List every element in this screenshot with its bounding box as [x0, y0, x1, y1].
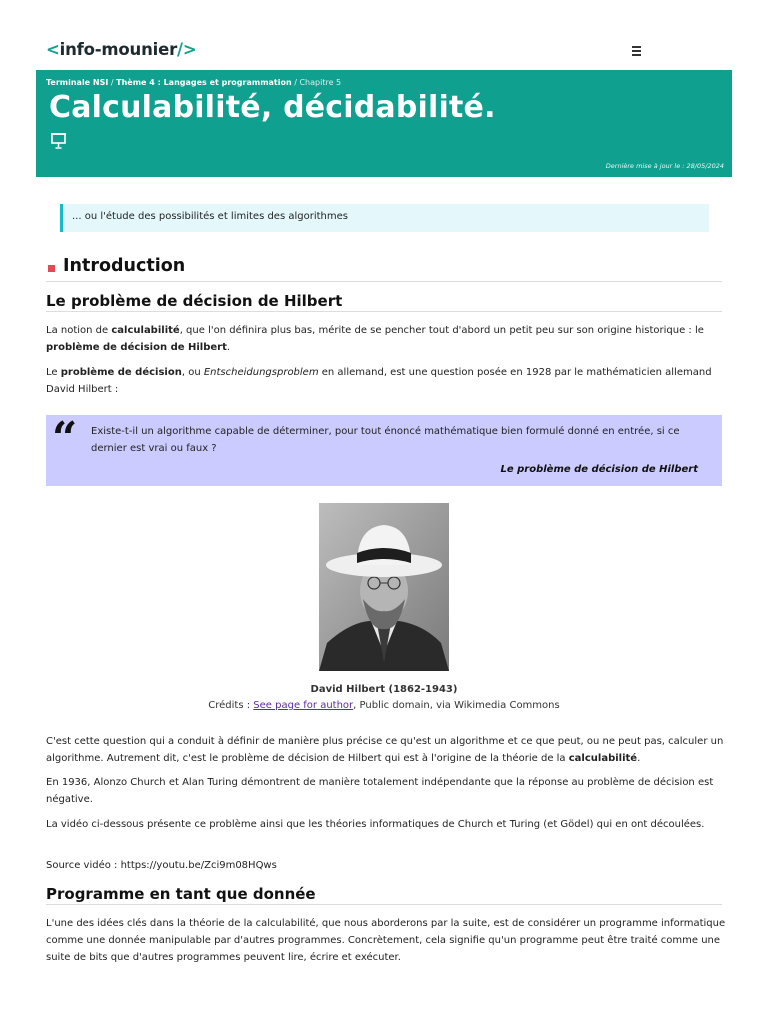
video-source: Source vidéo : https://youtu.be/Zci9m08HQws [46, 860, 277, 871]
subheading-hilbert: Le problème de décision de Hilbert [46, 294, 722, 312]
breadcrumb: Terminale NSI / Thème 4 : Langages et programmation / Chapitre 5 [46, 78, 342, 87]
quote-source: Le problème de décision de Hilbert [500, 464, 698, 475]
quote-mark-icon: “ [52, 413, 78, 464]
breadcrumb-level[interactable]: Terminale NSI [46, 78, 109, 87]
paragraph-origine: C'est cette question qui a conduit à définir de manière plus précise ce qu'est un algorithme et ce que peut, ou ne peut pas, calculer un algorithme. Autrement dit, c'est le problème de décision de Hilbert qui est à l'origine de la théorie de la calculabilité. [46, 736, 724, 764]
last-updated: Dernière mise à jour le : 28/05/2024 [605, 162, 724, 170]
paragraph-entscheidungsproblem: Le problème de décision, ou Entscheidungsproblem en allemand, est une question posée en 1928 par le mathématicien allemand David Hilbert : [46, 367, 712, 395]
paragraph-video: La vidéo ci-dessous présente ce problème ainsi que les théories informatiques de Church et Turing (et Gödel) qui en ont découlées. [46, 819, 705, 830]
figure-credits: Crédits : See page for author, Public domain, via Wikimedia Commons [208, 700, 560, 711]
chapter-header [36, 70, 732, 177]
subheading-programme-donnee: Programme en tant que donnée [46, 887, 722, 905]
paragraph-programme-donnee: L'une des idées clés dans la théorie de la calculabilité, que nous aborderons par la suite, est de considérer un programme informatique comme une donnée manipulable par d'autres programmes. Concrètement, cela signifie qu'un programme peut être traité comme une suite de bits que d'autres programmes peuvent lire, écrire et exécuter. [46, 918, 726, 963]
hilbert-portrait [319, 503, 449, 671]
presentation-icon[interactable] [50, 132, 68, 150]
hamburger-menu-icon[interactable] [632, 44, 650, 60]
heading-square-icon [48, 265, 55, 272]
paragraph-church-turing: En 1936, Alonzo Church et Alan Turing démontrent de manière totalement indépendante que la réponse au problème de décision est négative. [46, 777, 714, 805]
chapter-tagline: ... ou l'étude des possibilités et limites des algorithmes [60, 204, 709, 232]
paragraph-calculabilite: La notion de calculabilité, que l'on définira plus bas, mérite de se pencher tout d'abord un petit peu sur son origine historique : le problème de décision de Hilbert. [46, 325, 704, 353]
hilbert-quote [46, 415, 722, 486]
breadcrumb-theme[interactable]: Thème 4 : Langages et programmation [116, 78, 292, 87]
page-title: Calculabilité, décidabilité. [49, 90, 496, 125]
site-logo[interactable]: <info-mounier/> [46, 40, 197, 59]
figure-caption: David Hilbert (1862-1943) [310, 684, 458, 695]
quote-text: Existe-t-il un algorithme capable de déterminer, pour tout énoncé mathématique bien formulé donné en entrée, si ce dernier est vrai ou faux ? [91, 426, 680, 454]
credits-author-link[interactable]: See page for author [253, 700, 354, 711]
top-bar [0, 0, 768, 70]
section-heading-introduction: Introduction [46, 256, 722, 282]
breadcrumb-chapter: Chapitre 5 [299, 78, 342, 87]
